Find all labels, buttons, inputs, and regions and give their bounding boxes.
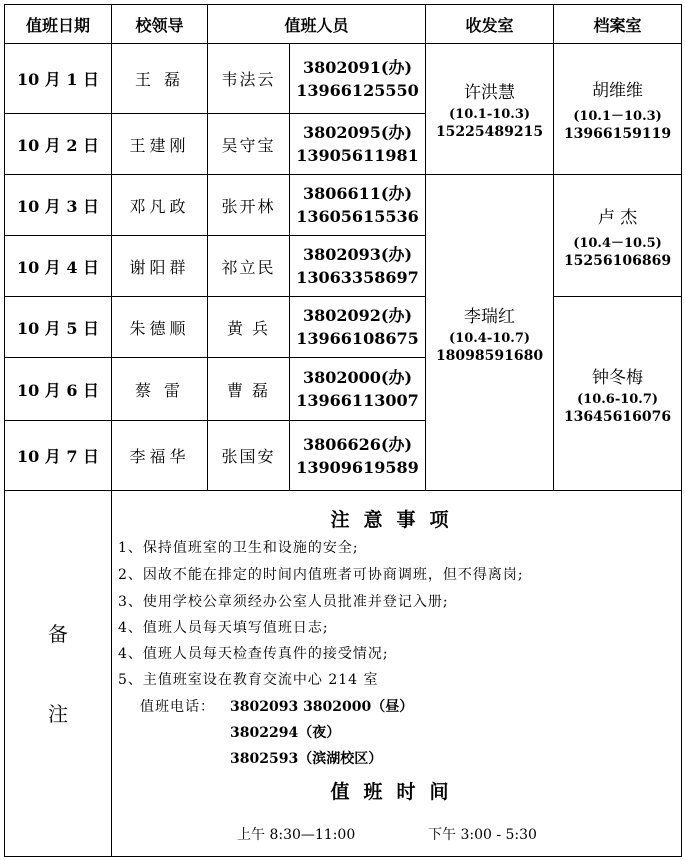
duty-roster-table bbox=[4, 4, 682, 857]
duty-phone-day: 3802093 3802000（昼） bbox=[230, 699, 414, 715]
note-item: 1、保持值班室的卫生和设施的安全; bbox=[118, 540, 359, 556]
row-date: 10 月 3 日 bbox=[5, 175, 112, 236]
row-date: 10 月 1 日 bbox=[5, 44, 112, 114]
note-item: 2、因故不能在排定的时间内值班者可协商调班，但不得离岗; bbox=[118, 567, 524, 583]
remarks-content-cell bbox=[112, 491, 682, 857]
note-item: 3、使用学校公章须经办公室人员批准并登记入册; bbox=[118, 594, 449, 610]
row-staff: 祁立民 bbox=[208, 236, 290, 297]
duty-phone-campus: 3802593（滨湖校区） bbox=[230, 751, 383, 767]
note-item: 5、主值班室设在教育交流中心 214 室 bbox=[118, 672, 379, 688]
office-phone: 3806611(办) bbox=[302, 184, 413, 203]
remarks-label-top: 备 bbox=[48, 621, 68, 646]
row-date: 10 月 6 日 bbox=[5, 358, 112, 421]
row-leader: 王建刚 bbox=[112, 114, 208, 175]
duty-time-afternoon: 下午 3:00 - 5:30 bbox=[428, 827, 537, 843]
note-item: 4、值班人员每天填写值班日志; bbox=[118, 620, 329, 636]
header-date: 值班日期 bbox=[5, 5, 112, 44]
row-phones bbox=[290, 421, 426, 491]
row-date: 10 月 7 日 bbox=[5, 421, 112, 491]
remarks-content bbox=[112, 491, 681, 856]
office-phone: 3802092(办) bbox=[302, 306, 413, 325]
mailroom-name: 李瑞红 bbox=[464, 306, 516, 327]
row-leader: 谢阳群 bbox=[112, 236, 208, 297]
duty-phone-label: 值班电话： bbox=[140, 699, 215, 715]
duty-time-title: 值班时间 bbox=[330, 781, 463, 803]
row-phones bbox=[290, 175, 426, 236]
remarks-label-cell bbox=[5, 491, 112, 857]
duty-time-morning: 上午 8:30—11:00 bbox=[237, 827, 356, 843]
archive-name: 钟冬梅 bbox=[592, 367, 644, 388]
mobile-phone: 13605615536 bbox=[296, 207, 419, 226]
header-leader: 校领导 bbox=[112, 5, 208, 44]
mailroom-range: (10.4-10.7) bbox=[449, 330, 531, 346]
mobile-phone: 13063358697 bbox=[296, 268, 419, 287]
header-archive: 档案室 bbox=[554, 5, 682, 44]
office-phone: 3806626(办) bbox=[302, 434, 413, 454]
mobile-phone: 13905611981 bbox=[296, 146, 419, 165]
archive-name: 胡维维 bbox=[592, 81, 644, 101]
row-phones bbox=[290, 358, 426, 421]
office-phone: 3802091(办) bbox=[302, 57, 413, 77]
row-phones bbox=[290, 114, 426, 175]
mailroom-cell-2 bbox=[426, 175, 554, 491]
office-phone: 3802093(办) bbox=[302, 245, 413, 264]
row-leader: 李福华 bbox=[112, 421, 208, 491]
archive-range: (10.4－10.5) bbox=[573, 235, 662, 251]
archive-phone: 15256106869 bbox=[563, 252, 672, 269]
table-row bbox=[5, 297, 682, 358]
row-staff: 韦法云 bbox=[208, 44, 290, 114]
header-staff: 值班人员 bbox=[208, 5, 426, 44]
mailroom-phone: 15225489215 bbox=[435, 124, 544, 140]
remarks-row bbox=[5, 491, 682, 857]
row-phones bbox=[290, 236, 426, 297]
mailroom-name: 许洪慧 bbox=[464, 83, 516, 103]
row-phones bbox=[290, 297, 426, 358]
row-date: 10 月 2 日 bbox=[5, 114, 112, 175]
row-leader: 王 磊 bbox=[112, 44, 208, 114]
archive-cell-2 bbox=[554, 175, 682, 297]
archive-range: (10.1－10.3) bbox=[573, 109, 662, 124]
row-date: 10 月 4 日 bbox=[5, 236, 112, 297]
table-header-row bbox=[5, 5, 682, 44]
row-leader: 朱德顺 bbox=[112, 297, 208, 358]
notes-title: 注意事项 bbox=[330, 509, 463, 531]
mailroom-range: (10.1-10.3) bbox=[449, 107, 531, 122]
row-staff: 吴守宝 bbox=[208, 114, 290, 175]
row-phones bbox=[290, 44, 426, 114]
mobile-phone: 13909619589 bbox=[296, 457, 419, 477]
table-row bbox=[5, 175, 682, 236]
mobile-phone: 13966108675 bbox=[296, 329, 419, 348]
archive-cell-1 bbox=[554, 44, 682, 175]
mobile-phone: 13966113007 bbox=[296, 391, 419, 410]
office-phone: 3802000(办) bbox=[302, 368, 413, 387]
archive-phone: 13966159119 bbox=[563, 126, 672, 142]
table-row bbox=[5, 44, 682, 114]
note-item: 4、值班人员每天检查传真件的接受情况; bbox=[118, 646, 389, 662]
mailroom-phone: 18098591680 bbox=[435, 347, 544, 364]
mailroom-cell-1 bbox=[426, 44, 554, 175]
row-staff: 张开林 bbox=[208, 175, 290, 236]
mobile-phone: 13966125550 bbox=[296, 80, 419, 100]
archive-phone: 13645616076 bbox=[563, 408, 672, 425]
archive-range: (10.6-10.7) bbox=[577, 391, 659, 407]
archive-name: 卢 杰 bbox=[597, 207, 638, 228]
duty-phone-night: 3802294（夜） bbox=[230, 725, 341, 741]
row-date: 10 月 5 日 bbox=[5, 297, 112, 358]
row-staff: 曹 磊 bbox=[208, 358, 290, 421]
remarks-label-bottom: 注 bbox=[48, 701, 68, 726]
row-staff: 张国安 bbox=[208, 421, 290, 491]
row-leader: 蔡 雷 bbox=[112, 358, 208, 421]
archive-cell-3 bbox=[554, 297, 682, 491]
row-staff: 黄 兵 bbox=[208, 297, 290, 358]
office-phone: 3802095(办) bbox=[302, 123, 413, 142]
header-mailroom: 收发室 bbox=[426, 5, 554, 44]
row-leader: 邓凡政 bbox=[112, 175, 208, 236]
